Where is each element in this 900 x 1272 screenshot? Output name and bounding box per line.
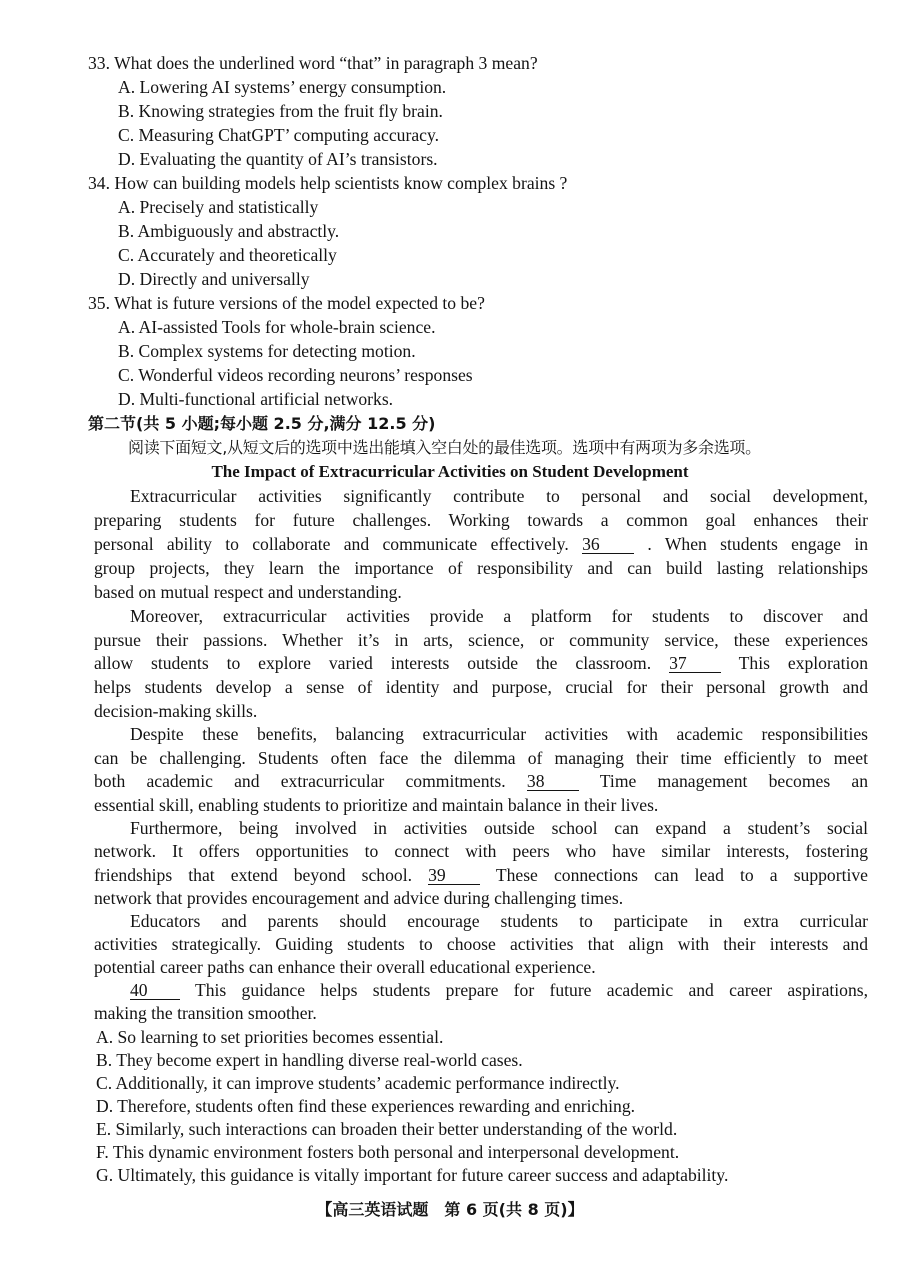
- question-number: 33.: [88, 53, 110, 73]
- passage-line: essential skill, enabling students to prioritize and maintain balance in their lives.: [94, 795, 659, 815]
- passage-line: making the transition smoother.: [94, 1003, 317, 1023]
- passage-line: activities strategically. Guiding students to choose activities that align with their interests and: [94, 934, 868, 954]
- question-34-option-d: D. Directly and universally: [118, 269, 310, 289]
- question-34-option-b: B. Ambiguously and abstractly.: [118, 221, 340, 241]
- question-33-option-b: B. Knowing strategies from the fruit fly brain.: [118, 101, 443, 121]
- passage-line: decision-making skills.: [94, 701, 258, 721]
- passage-line: potential career paths can enhance their overall educational experience.: [94, 957, 596, 977]
- question-33-option-a: A. Lowering AI systems’ energy consumption.: [118, 77, 447, 97]
- blank-38: 38: [527, 772, 579, 791]
- choice-g: G. Ultimately, this guidance is vitally important for future career success and adaptability.: [96, 1165, 729, 1185]
- choice-d: D. Therefore, students often find these experiences rewarding and enriching.: [96, 1096, 636, 1116]
- question-number: 34.: [88, 173, 110, 193]
- question-35-option-d: D. Multi-functional artificial networks.: [118, 389, 394, 409]
- passage-line: [130, 979, 868, 1001]
- passage-line: Educators and parents should encourage students to participate in extra curricular: [130, 911, 868, 931]
- blank-37: 37: [669, 654, 721, 673]
- passage-text: This exploration: [738, 653, 868, 673]
- blank-40: 40: [130, 981, 180, 1000]
- passage-text: both academic and extracurricular commitments.: [94, 771, 527, 791]
- choice-a: A. So learning to set priorities becomes essential.: [96, 1027, 444, 1047]
- question-33-stem: [88, 52, 538, 74]
- question-34-option-a: A. Precisely and statistically: [118, 197, 319, 217]
- question-35-stem: [88, 292, 485, 314]
- passage-line: based on mutual respect and understanding.: [94, 582, 402, 602]
- question-35-option-a: A. AI-assisted Tools for whole-brain science.: [118, 317, 436, 337]
- question-35-option-c: C. Wonderful videos recording neurons’ responses: [118, 365, 473, 385]
- passage-line: [94, 652, 868, 674]
- passage-line: group projects, they learn the importance of responsibility and can build lasting relationships: [94, 558, 868, 578]
- passage-text: Time management becomes an: [599, 771, 868, 791]
- passage-text: friendships that extend beyond school.: [94, 865, 429, 885]
- question-number: 35.: [88, 293, 110, 313]
- passage-line: [94, 533, 868, 555]
- passage-line: pursue their passions. Whether it’s in arts, science, or community service, these experiences: [94, 630, 868, 650]
- passage-line: network that provides encouragement and advice during challenging times.: [94, 888, 624, 908]
- passage-title: The Impact of Extracurricular Activities on Student Development: [211, 462, 689, 481]
- question-text: How can building models help scientists know complex brains ?: [114, 173, 568, 193]
- question-33-option-d: D. Evaluating the quantity of AI’s transistors.: [118, 149, 438, 169]
- passage-line: [94, 770, 868, 792]
- passage-line: Furthermore, being involved in activities outside school can expand a student’s social: [130, 818, 868, 838]
- passage-text: . When students engage in: [647, 534, 869, 554]
- section-heading: 第二节(共 5 小题;每小题 2.5 分,满分 12.5 分): [88, 414, 436, 433]
- passage-line: can be challenging. Students often face the dilemma of managing their time efficiently to meet: [94, 748, 868, 768]
- passage-line: Extracurricular activities significantly contribute to personal and social development,: [130, 486, 868, 506]
- passage-line: Despite these benefits, balancing extracurricular activities with academic responsibilities: [130, 724, 868, 744]
- choice-f: F. This dynamic environment fosters both personal and interpersonal development.: [96, 1142, 680, 1162]
- question-33-option-c: C. Measuring ChatGPT’ computing accuracy.: [118, 125, 439, 145]
- question-35-option-b: B. Complex systems for detecting motion.: [118, 341, 416, 361]
- question-34-stem: [88, 172, 567, 194]
- passage-text: personal ability to collaborate and communicate effectively.: [94, 534, 583, 554]
- passage-line: preparing students for future challenges. Working towards a common goal enhances their: [94, 510, 868, 530]
- passage-line: Moreover, extracurricular activities provide a platform for students to discover and: [130, 606, 868, 626]
- passage-line: helps students develop a sense of identity and purpose, crucial for their personal growth and: [94, 677, 868, 697]
- page-footer: 【高三英语试题 第 6 页(共 8 页)】: [316, 1200, 584, 1219]
- passage-text: allow students to explore varied interests outside the classroom.: [94, 653, 670, 673]
- choice-c: C. Additionally, it can improve students’ academic performance indirectly.: [96, 1073, 620, 1093]
- blank-39: 39: [428, 866, 480, 885]
- passage-line: [94, 864, 868, 886]
- question-text: What is future versions of the model expected to be?: [114, 293, 485, 313]
- choice-b: B. They become expert in handling diverse real-world cases.: [96, 1050, 523, 1070]
- passage-line: network. It offers opportunities to connect with peers who have similar interests, fostering: [94, 841, 868, 861]
- question-text: What does the underlined word “that” in paragraph 3 mean?: [114, 53, 538, 73]
- question-34-option-c: C. Accurately and theoretically: [118, 245, 337, 265]
- blank-36: 36: [582, 535, 634, 554]
- choice-e: E. Similarly, such interactions can broaden their better understanding of the world.: [96, 1119, 678, 1139]
- passage-text: This guidance helps students prepare for future academic and career aspirations,: [194, 980, 868, 1000]
- section-instruction: 阅读下面短文,从短文后的选项中选出能填入空白处的最佳选项。选项中有两项为多余选项。: [128, 438, 761, 457]
- passage-text: These connections can lead to a supportive: [495, 865, 868, 885]
